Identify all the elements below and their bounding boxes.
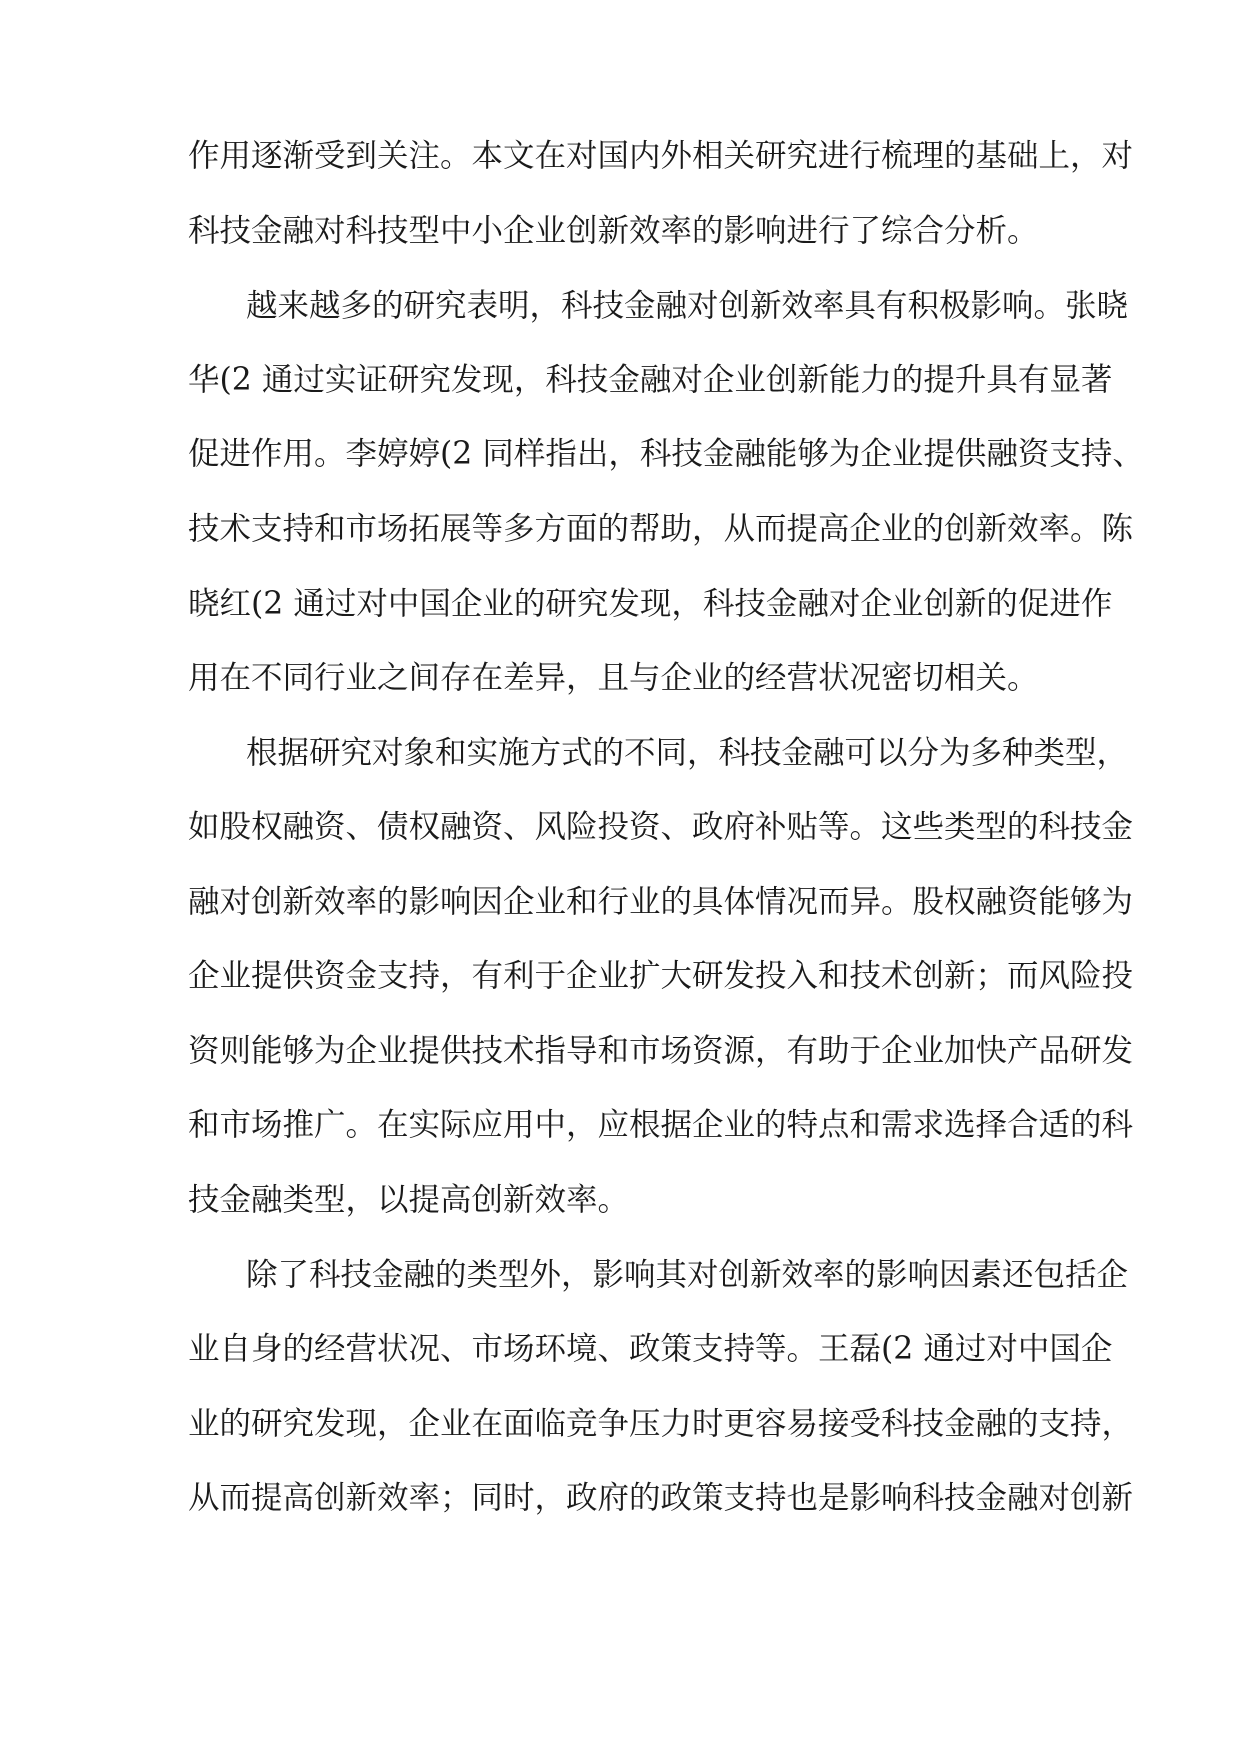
text-line: 华(2 通过实证研究发现，科技金融对企业创新能力的提升具有显著 <box>188 362 1113 398</box>
text-line: 晓红(2 通过对中国企业的研究发现，科技金融对企业创新的促进作 <box>188 586 1113 622</box>
text-line: 除了科技金融的类型外，影响其对创新效率的影响因素还包括企 <box>246 1257 1129 1293</box>
text-line: 从而提高创新效率；同时，政府的政策支持也是影响科技金融对创新 <box>188 1480 1134 1516</box>
text-line: 促进作用。李婷婷(2 同样指出，科技金融能够为企业提供融资支持、 <box>188 436 1144 472</box>
text-line: 作用逐渐受到关注。本文在对国内外相关研究进行梳理的基础上，对 <box>188 138 1134 174</box>
text-line: 用在不同行业之间存在差异，且与企业的经营状况密切相关。 <box>188 660 1039 696</box>
text-line: 企业提供资金支持，有利于企业扩大研发投入和技术创新；而风险投 <box>188 958 1134 994</box>
text-line: 资则能够为企业提供技术指导和市场资源，有助于企业加快产品研发 <box>188 1033 1134 1069</box>
text-line: 和市场推广。在实际应用中，应根据企业的特点和需求选择合适的科 <box>188 1107 1134 1143</box>
text-line: 科技金融对科技型中小企业创新效率的影响进行了综合分析。 <box>188 213 1039 249</box>
text-line: 技术支持和市场拓展等多方面的帮助，从而提高企业的创新效率。陈 <box>188 511 1134 547</box>
text-line: 根据研究对象和实施方式的不同，科技金融可以分为多种类型， <box>246 735 1129 771</box>
text-line: 业自身的经营状况、市场环境、政策支持等。王磊(2 通过对中国企 <box>188 1331 1113 1367</box>
text-line: 业的研究发现，企业在面临竞争压力时更容易接受科技金融的支持， <box>188 1406 1134 1442</box>
text-line: 如股权融资、债权融资、风险投资、政府补贴等。这些类型的科技金 <box>188 809 1134 845</box>
text-line: 融对创新效率的影响因企业和行业的具体情况而异。股权融资能够为 <box>188 884 1134 920</box>
text-line: 技金融类型，以提高创新效率。 <box>188 1182 630 1218</box>
text-line: 越来越多的研究表明，科技金融对创新效率具有积极影响。张晓 <box>246 288 1129 324</box>
